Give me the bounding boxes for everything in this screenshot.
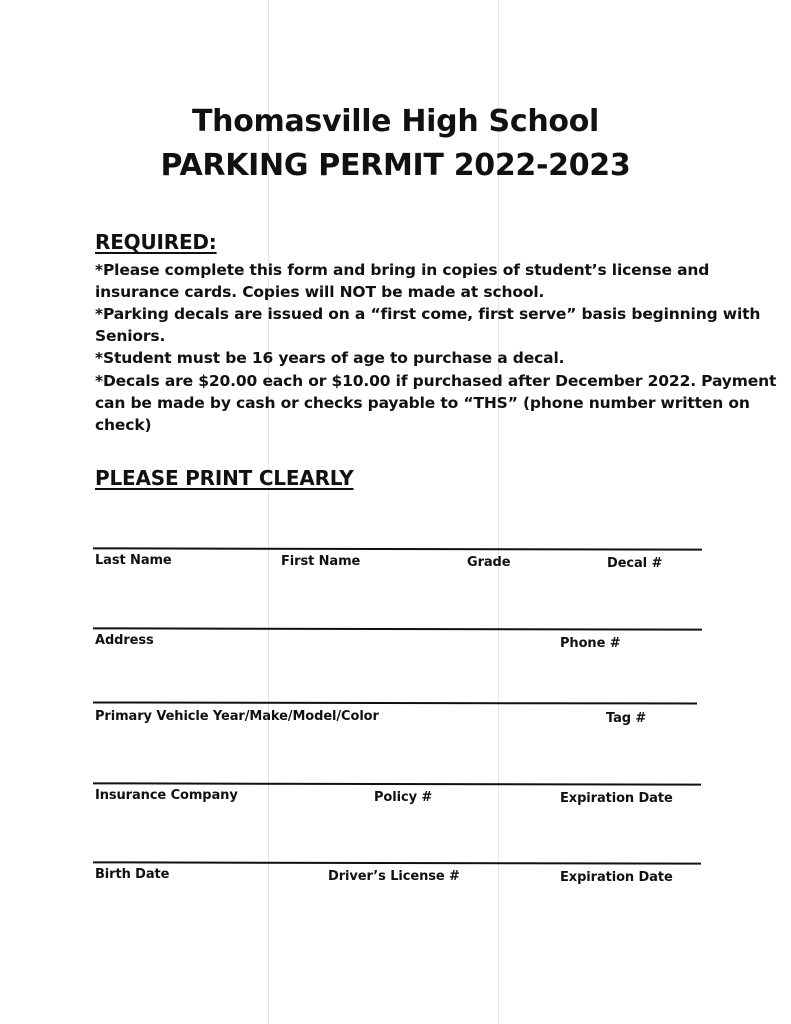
insurance-expiration-label: Expiration Date <box>560 791 673 806</box>
required-heading: REQUIRED: <box>95 230 217 254</box>
school-title: Thomasville High School <box>191 104 599 139</box>
first-name-label: First Name <box>281 554 361 569</box>
required-line: *Please complete this form and bring in copies of student’s license and <box>95 261 710 279</box>
drivers-license-label: Driver’s License # <box>328 869 460 884</box>
birth-date-label: Birth Date <box>95 867 170 882</box>
last-name-label: Last Name <box>95 553 172 568</box>
policy-number-label: Policy # <box>374 790 433 805</box>
license-expiration-label: Expiration Date <box>560 870 673 885</box>
required-line: *Decals are $20.00 each or $10.00 if purchased after December 2022. Payment <box>95 372 777 390</box>
permit-title: PARKING PERMIT 2022-2023 <box>160 148 631 183</box>
required-line: insurance cards. Copies will NOT be made at school. <box>95 283 545 301</box>
form-rule-row-4 <box>93 782 701 785</box>
phone-number-label: Phone # <box>560 636 621 651</box>
form-rule-row-3 <box>93 701 697 704</box>
required-line: Seniors. <box>95 327 166 345</box>
required-line: can be made by cash or checks payable to “THS” (phone number written on <box>95 394 750 412</box>
required-line: check) <box>95 416 152 434</box>
vehicle-label: Primary Vehicle Year/Make/Model/Color <box>95 709 379 724</box>
form-rule-row-1 <box>93 547 702 550</box>
print-clearly-heading: PLEASE PRINT CLEARLY <box>95 466 354 490</box>
insurance-company-label: Insurance Company <box>95 788 238 803</box>
form-rule-row-5 <box>93 861 701 864</box>
tag-number-label: Tag # <box>606 711 647 726</box>
grade-label: Grade <box>467 555 511 570</box>
decal-number-label: Decal # <box>607 556 663 571</box>
required-line: *Student must be 16 years of age to purchase a decal. <box>95 349 565 367</box>
required-line: *Parking decals are issued on a “first come, first serve” basis beginning with <box>95 305 761 323</box>
form-rule-row-2 <box>93 627 702 630</box>
address-label: Address <box>95 633 154 648</box>
